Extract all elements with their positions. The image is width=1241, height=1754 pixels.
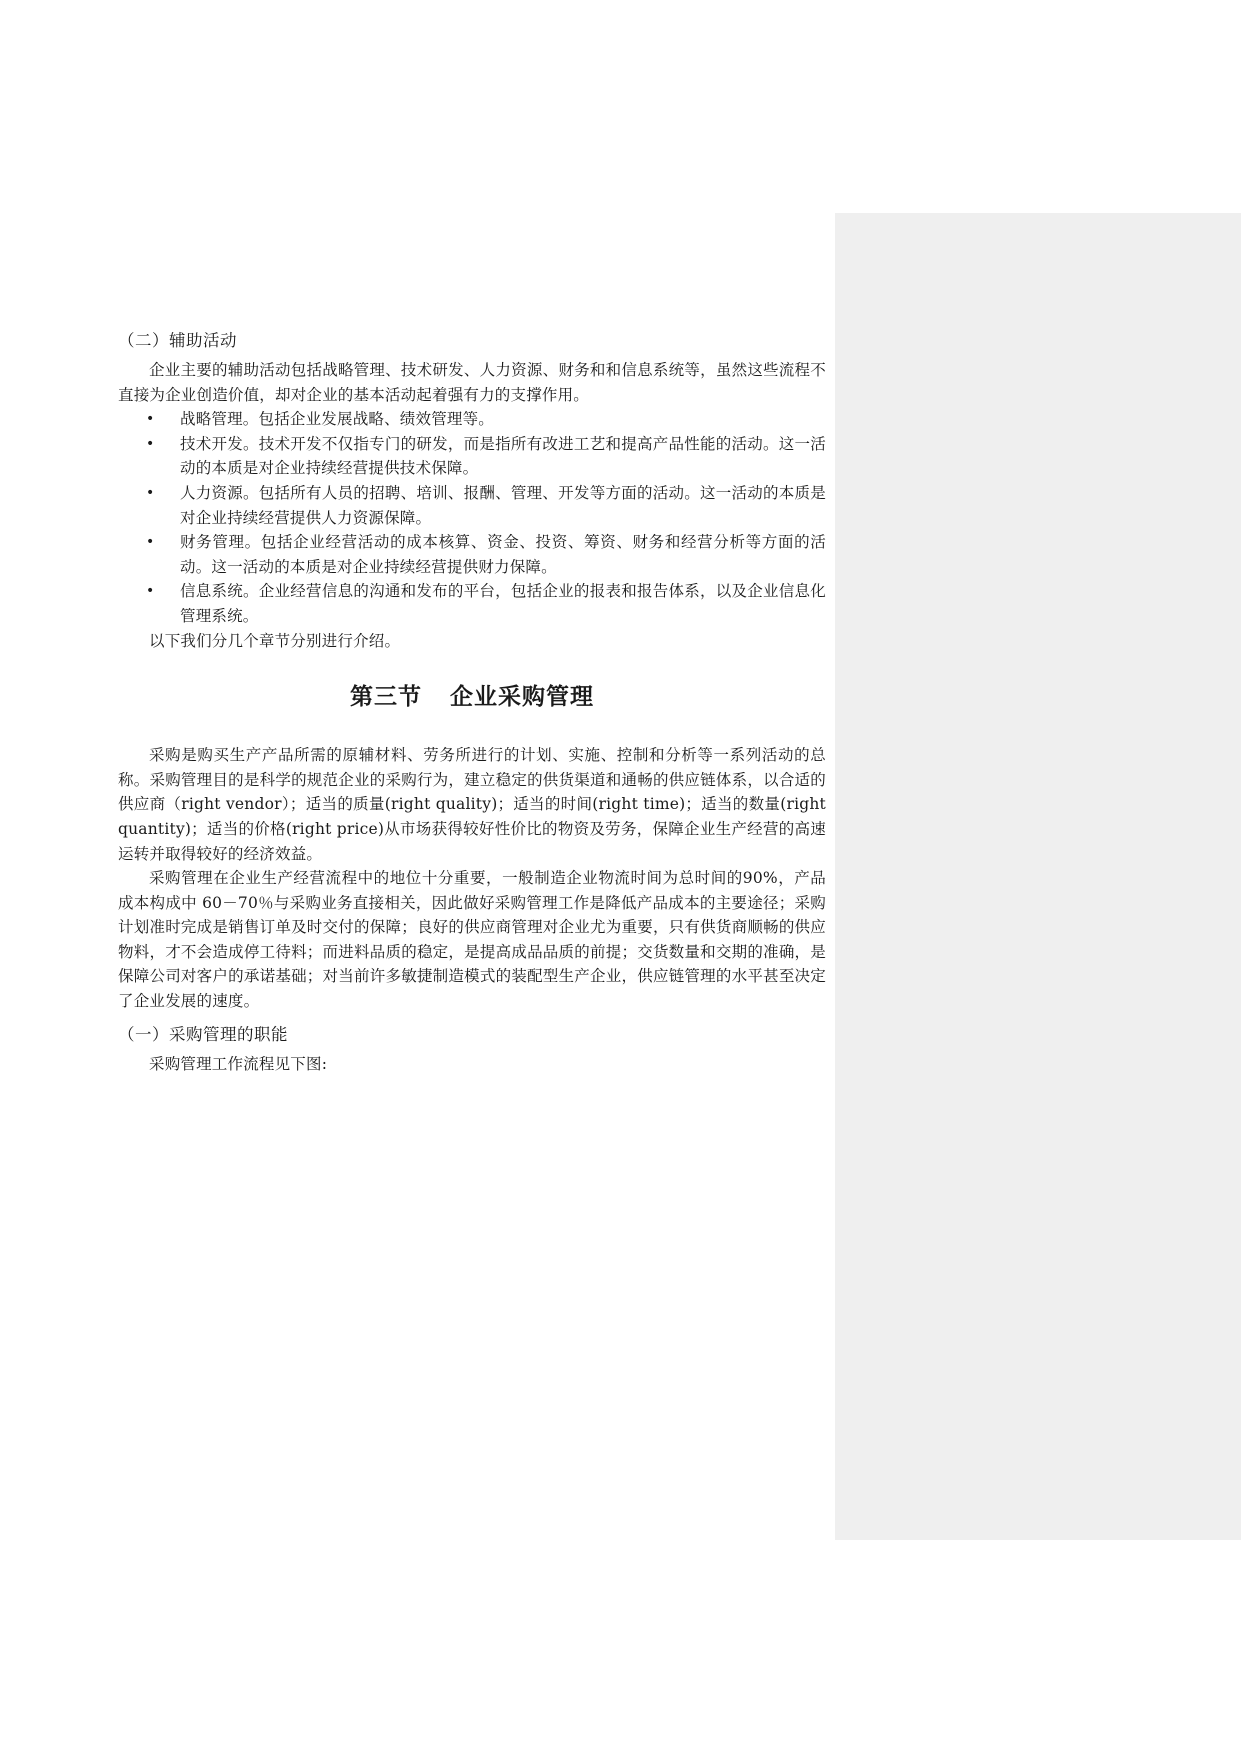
bullet-icon: •	[146, 484, 155, 501]
list-item: • 人力资源。包括所有人员的招聘、培训、报酬、管理、开发等方面的活动。这一活动的本质是对企业持续经营提供人力资源保障。	[118, 481, 826, 530]
comment-margin-pane	[835, 213, 1241, 1540]
procurement-functions-heading: （一）采购管理的职能	[118, 1024, 288, 1044]
list-item: • 战略管理。包括企业发展战略、绩效管理等。	[118, 407, 826, 432]
aux-closing-paragraph: 以下我们分几个章节分别进行介绍。	[149, 631, 401, 650]
section-title	[118, 681, 826, 713]
list-item: • 财务管理。包括企业经营活动的成本核算、资金、投资、筹资、财务和经营分析等方面的活动。这一活动的本质是对企业持续经营提供财力保障。	[118, 530, 826, 579]
section-title-text: 企业采购管理	[450, 684, 594, 711]
aux-intro-paragraph: 企业主要的辅助活动包括战略管理、技术研发、人力资源、财务和和信息系统等，虽然这些流程不直接为企业创造价值，却对企业的基本活动起着强有力的支撑作用。	[118, 361, 826, 404]
bullet-icon: •	[146, 411, 155, 428]
procurement-flow-intro: 采购管理工作流程见下图:	[149, 1054, 328, 1073]
bullet-icon: •	[146, 534, 155, 551]
bullet-icon: •	[146, 583, 155, 600]
procurement-paragraph-2: 采购管理在企业生产经营流程中的地位十分重要，一般制造企业物流时间为总时间的90%，产品成本构成中 60－70％与采购业务直接相关，因此做好采购管理工作是降低产品成本的主要途径；采购计划准时完成是销售订单及时交付的保障；良好的供应商管理对企业尤为重要，只有供货商顺畅的供应物料，才不会造成停工待料；而进料品质的稳定，是提高成品品质的前提；交货数量和交期的准确，是保障公司对客户的承诺基础；对当前许多敏捷制造模式的装配型生产企业，供应链管理的水平甚至决定了企业发展的速度。	[118, 869, 826, 1011]
procurement-paragraph-1: 采购是购买生产产品所需的原辅材料、劳务所进行的计划、实施、控制和分析等一系列活动的总称。采购管理目的是科学的规范企业的采购行为，建立稳定的供货渠道和通畅的供应链体系，以合适的供应商（right vendor）；适当的质量(right quality)；适当的时间(right time)；适当的数量(right quantity)；适当的价格(right price)从市场获得较好性价比的物资及劳务，保障企业生产经营的高速运转并取得较好的经济效益。	[118, 746, 826, 863]
section-number: 第三节	[350, 684, 422, 711]
list-item: • 技术开发。技术开发不仅指专门的研发，而是指所有改进工艺和提高产品性能的活动。这一活动的本质是对企业持续经营提供技术保障。	[118, 432, 826, 481]
document-body	[118, 328, 826, 1076]
list-item: • 信息系统。企业经营信息的沟通和发布的平台，包括企业的报表和报告体系，以及企业信息化管理系统。	[118, 579, 826, 628]
aux-activities-heading: （二）辅助活动	[118, 331, 237, 350]
bullet-icon: •	[146, 435, 155, 452]
aux-activities-list	[118, 407, 826, 628]
